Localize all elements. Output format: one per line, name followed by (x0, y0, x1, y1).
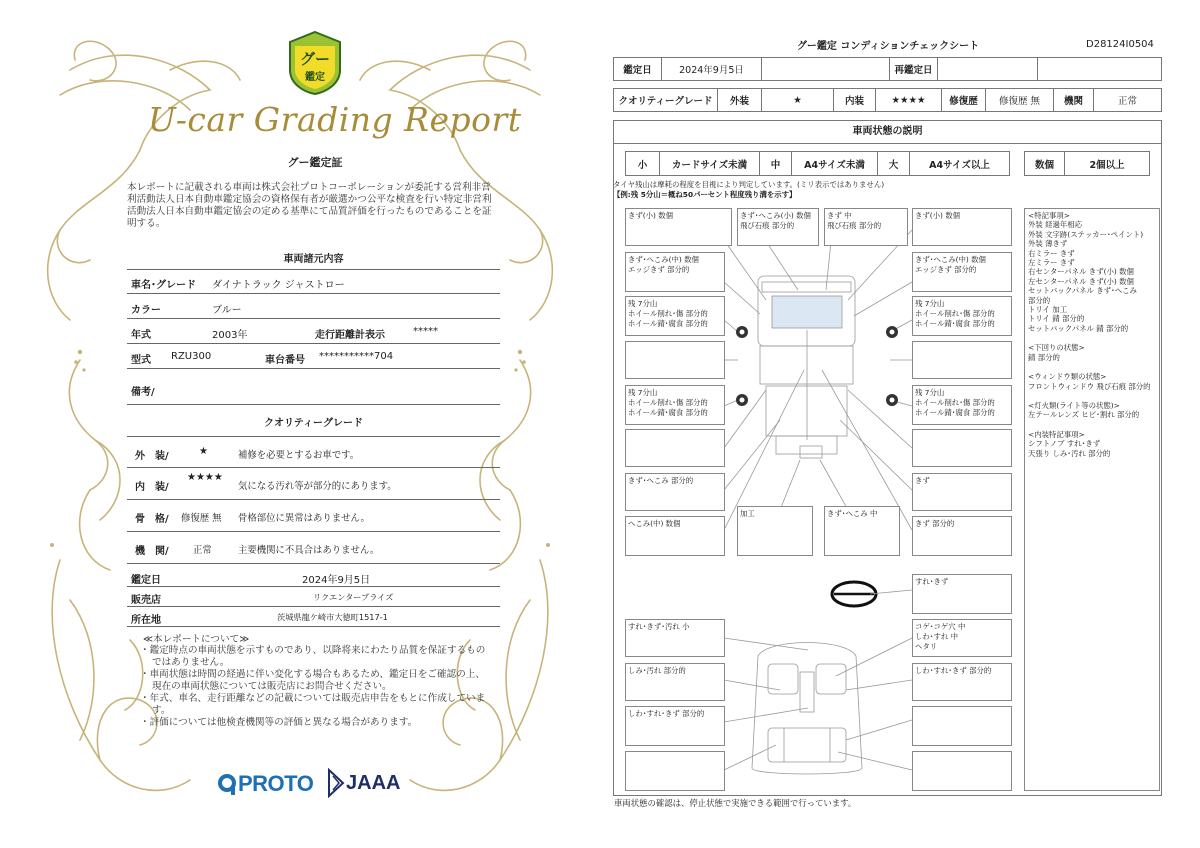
dealer-label: 販売店 (131, 595, 161, 606)
interior-box: しみ･汚れ 部分的 (625, 663, 725, 701)
count-label: 数個 (1025, 152, 1065, 176)
quality-label: 外 装/ (135, 451, 169, 462)
spec-row-model (127, 344, 500, 369)
interior-box (625, 751, 725, 791)
condition-box: きず (912, 473, 1012, 511)
proto-logo-text: PROTO (238, 771, 314, 796)
quality-desc: 補修を必要とするお車です。 (238, 450, 360, 461)
recheck-date-label: 再鑑定日 (890, 58, 938, 81)
engine-label: 機関 (1054, 89, 1094, 112)
interior-box (912, 706, 1012, 746)
condition-box: 残 7分山 ホイール削れ･傷 部分的 ホイール錆･腐食 部分的 (625, 296, 725, 336)
date-label: 鑑定日 (614, 58, 662, 81)
interior-value: ★★★★ (876, 89, 942, 112)
jaaa-logo-icon (327, 768, 345, 798)
date-value: 2024年9月5日 (662, 58, 762, 81)
notes-heading: ≪本レポートについて≫ (143, 634, 250, 645)
quality-row-interior (127, 468, 500, 500)
condition-box: きず･へこみ(中) 数個 エッジきず 部分的 (912, 252, 1012, 292)
spacer (1028, 333, 1156, 343)
condition-box: きず 部分的 (912, 516, 1012, 556)
spec-color-value: ブルー (212, 305, 242, 316)
spec-year-value: 2003年 (212, 330, 248, 341)
special-note-line: 右センターパネル きず(小) 数個 (1028, 267, 1134, 277)
special-note-line: トリイ 加工 (1028, 305, 1068, 315)
special-note-line: 天張り しみ･汚れ 部分的 (1028, 448, 1111, 458)
spec-model-label: 型式 (131, 355, 151, 366)
quality-grade: ★★★★ (187, 472, 223, 483)
spec-mileage-label: 走行距離計表示 (315, 330, 385, 341)
dealer-value: リクエンタープライズ (313, 592, 394, 602)
spacer (1028, 391, 1156, 401)
spec-row-year (127, 319, 500, 344)
quality-label: 内 装/ (135, 482, 169, 493)
quality-desc: 主要機関に不具合はありません。 (238, 545, 380, 556)
condition-check-sheet (600, 0, 1200, 848)
quality-row-engine (127, 532, 500, 564)
special-notes-box (1024, 208, 1160, 791)
interior-box: しわ･すれ･きず 部分的 (912, 663, 1012, 701)
spec-name-label: 車名･グレード (131, 280, 196, 291)
special-note-line: フロントウィンドウ 飛び石痕 部分的 (1028, 381, 1151, 391)
condition-panel-title: 車両状態の説明 (614, 121, 1161, 144)
size-large-label: 大 (878, 152, 910, 176)
spec-row-name (127, 269, 500, 294)
special-note-line: セットバックパネル 錆 部分的 (1028, 323, 1129, 333)
certificate-heading: グー鑑定証 (287, 156, 343, 169)
spec-year-label: 年式 (131, 330, 151, 341)
condition-box: 加工 (737, 506, 813, 556)
notes-list (140, 645, 490, 729)
size-mid-label: 中 (760, 152, 792, 176)
special-note-line: 部分的 (1028, 295, 1051, 305)
spec-chassis-value: ***********704 (319, 351, 394, 362)
appraisal-date-row (127, 566, 500, 587)
condition-box: きず(小) 数個 (912, 208, 1012, 246)
engine-value: 正常 (1094, 89, 1162, 112)
spec-row-color (127, 294, 500, 319)
interior-box: しわ･すれ･きず 部分的 (625, 706, 725, 746)
special-note-line: 錆 部分的 (1028, 352, 1060, 362)
report-script-title: U-car Grading Report (148, 100, 522, 139)
special-note-line: 左テールレンズ ヒビ･割れ 部分的 (1028, 410, 1140, 420)
condition-box (625, 341, 725, 379)
proto-logo-icon (217, 772, 237, 796)
size-small-label: 小 (626, 152, 660, 176)
tire-note-line: タイヤ残山は摩耗の程度を目視により判定しています。(ミリ表示ではありません) (613, 180, 885, 189)
interior-label: 内装 (834, 89, 876, 112)
quality-desc: 骨格部位に異常はありません。 (238, 513, 370, 524)
quality-section-title: クオリティーグレード (264, 418, 363, 429)
spec-mileage-value: ***** (413, 326, 438, 337)
condition-box: 残 7分山 ホイール削れ･傷 部分的 ホイール錆･腐食 部分的 (912, 296, 1012, 336)
dealer-row (127, 587, 500, 607)
size-large-desc: A4サイズ以上 (910, 152, 1010, 176)
quality-label: 骨 格/ (135, 514, 169, 525)
condition-box: きず･へこみ(小) 数個 飛び石痕 部分的 (737, 208, 819, 246)
appraisal-date-value: 2024年9月5日 (302, 575, 371, 586)
special-note-line: 左センターパネル きず(小) 数個 (1028, 276, 1134, 286)
svg-text:グー: グー (299, 50, 331, 68)
condition-box: きず･へこみ 中 (824, 506, 900, 556)
quality-grade-label: クオリティーグレード (614, 89, 718, 112)
sheet-footer-note: 車両状態の確認は、停止状態で実施できる範囲で行っています。 (614, 798, 857, 808)
repair-label: 修復歴 (942, 89, 986, 112)
quality-row-frame (127, 500, 500, 532)
address-value: 茨城県龍ケ崎市大徳町1517-1 (277, 612, 388, 622)
address-label: 所在地 (131, 615, 161, 626)
spacer (1028, 362, 1156, 372)
quality-desc: 気になる汚れ等が部分的にあります。 (238, 481, 397, 492)
condition-box: きず 中 飛び石痕 部分的 (824, 208, 908, 246)
interior-box: コゲ･コゲ穴 中 しわ･すれ 中 ヘタリ (912, 619, 1012, 657)
spec-section-title: 車両諸元内容 (283, 254, 344, 265)
appraisal-date-label: 鑑定日 (131, 575, 161, 586)
note-item: ・評価については他検査機関等の評価と異なる場合があります。 (140, 717, 418, 728)
quality-grade: ★ (199, 446, 208, 457)
condition-box: きず(小) 数個 (625, 208, 732, 246)
address-row (127, 607, 500, 627)
quality-row-exterior (127, 437, 500, 468)
spec-color-label: カラー (131, 305, 161, 316)
condition-box (625, 429, 725, 467)
size-mid-desc: A4サイズ未満 (792, 152, 878, 176)
note-item: ・年式、車名、走行距離などの記載については販売店申告をもとに作成しています。 (140, 693, 486, 716)
condition-box: 残 7分山 ホイール削れ･傷 部分的 ホイール錆･腐食 部分的 (912, 385, 1012, 425)
quality-label: 機 関/ (135, 546, 169, 557)
special-note-line: <内装特記事項> (1028, 429, 1085, 439)
spec-remarks-label: 備考/ (131, 387, 155, 398)
special-note-line: <灯火類(ライト等の状態)> (1028, 400, 1120, 410)
special-note-line: 右ミラー きず (1028, 248, 1075, 258)
certificate-intro: 本レポートに記載される車両は株式会社プロトコーポレーションが委託する営利非営利活動法人日本自動車鑑定協会の資格保有者が厳選かつ公平な検査を行い特定非営利活動法人日本自動車鑑定協会の定める基準にて品質評価を行ったものであることを証明する。 (127, 182, 492, 229)
interior-box: すれ･きず (912, 574, 1012, 614)
condition-box: 残 7分山 ホイール削れ･傷 部分的 ホイール錆･腐食 部分的 (625, 385, 725, 425)
repair-value: 修復歴 無 (986, 89, 1054, 112)
quality-grade: 正常 (193, 545, 212, 556)
special-note-line: <ウィンドウ類の状態> (1028, 372, 1107, 382)
interior-box (912, 751, 1012, 791)
special-note-line: 外装 薄きず (1028, 239, 1068, 249)
special-note-line: <特記事項> (1028, 211, 1070, 220)
special-note-line: シフトノブ すれ･きず (1028, 439, 1101, 449)
document-id: D28124I0504 (1086, 39, 1154, 50)
sheet-title: グー鑑定 コンディションチェックシート (796, 41, 980, 52)
note-item: ・車両状態は時間の経過に伴い変化する場合もあるため、鑑定日をご確認の上、現在の車両状態については販売店にお問合せください。 (140, 669, 485, 692)
condition-box: きず･へこみ(中) 数個 エッジきず 部分的 (625, 252, 725, 292)
spec-row-remarks (127, 375, 500, 405)
special-note-line: トリイ 錆 部分的 (1028, 314, 1085, 324)
special-note-line: 左ミラー きず (1028, 258, 1075, 268)
special-note-line: <下回りの状態> (1028, 343, 1085, 353)
condition-box (912, 341, 1012, 379)
spec-model-value: RZU300 (171, 351, 212, 362)
spec-name-value: ダイナトラック ジャストロー (212, 280, 345, 291)
quality-grade: 修復歴 無 (181, 513, 222, 524)
jaaa-logo-text: JAAA (346, 772, 401, 794)
condition-box: へこみ(中) 数個 (625, 516, 725, 556)
special-note-line: 外装 経過年相応 (1028, 220, 1083, 230)
tire-note-line: 【例:残 5分山＝概ね50パーセント程度残り溝を示す】 (613, 190, 797, 199)
spec-chassis-label: 車台番号 (265, 355, 305, 366)
spacer (1028, 420, 1156, 430)
note-item: ・鑑定時点の車両状態を示すものであり、以降将来にわたり品質を保証するものではありません。 (140, 645, 486, 668)
size-small-desc: カードサイズ未満 (660, 152, 760, 176)
exterior-label: 外装 (718, 89, 762, 112)
special-note-line: セットバックパネル きず･へこみ (1028, 286, 1137, 296)
count-desc: 2個以上 (1065, 152, 1150, 176)
exterior-value: ★ (762, 89, 834, 112)
condition-box (912, 429, 1012, 467)
interior-box: すれ･きず･汚れ 小 (625, 619, 725, 657)
svg-text:鑑定: 鑑定 (305, 72, 325, 83)
special-note-line: 外装 文字跡(ステッカー･ペイント) (1028, 229, 1144, 239)
goo-kantei-badge (286, 30, 344, 96)
condition-box: きず･へこみ 部分的 (625, 473, 725, 511)
